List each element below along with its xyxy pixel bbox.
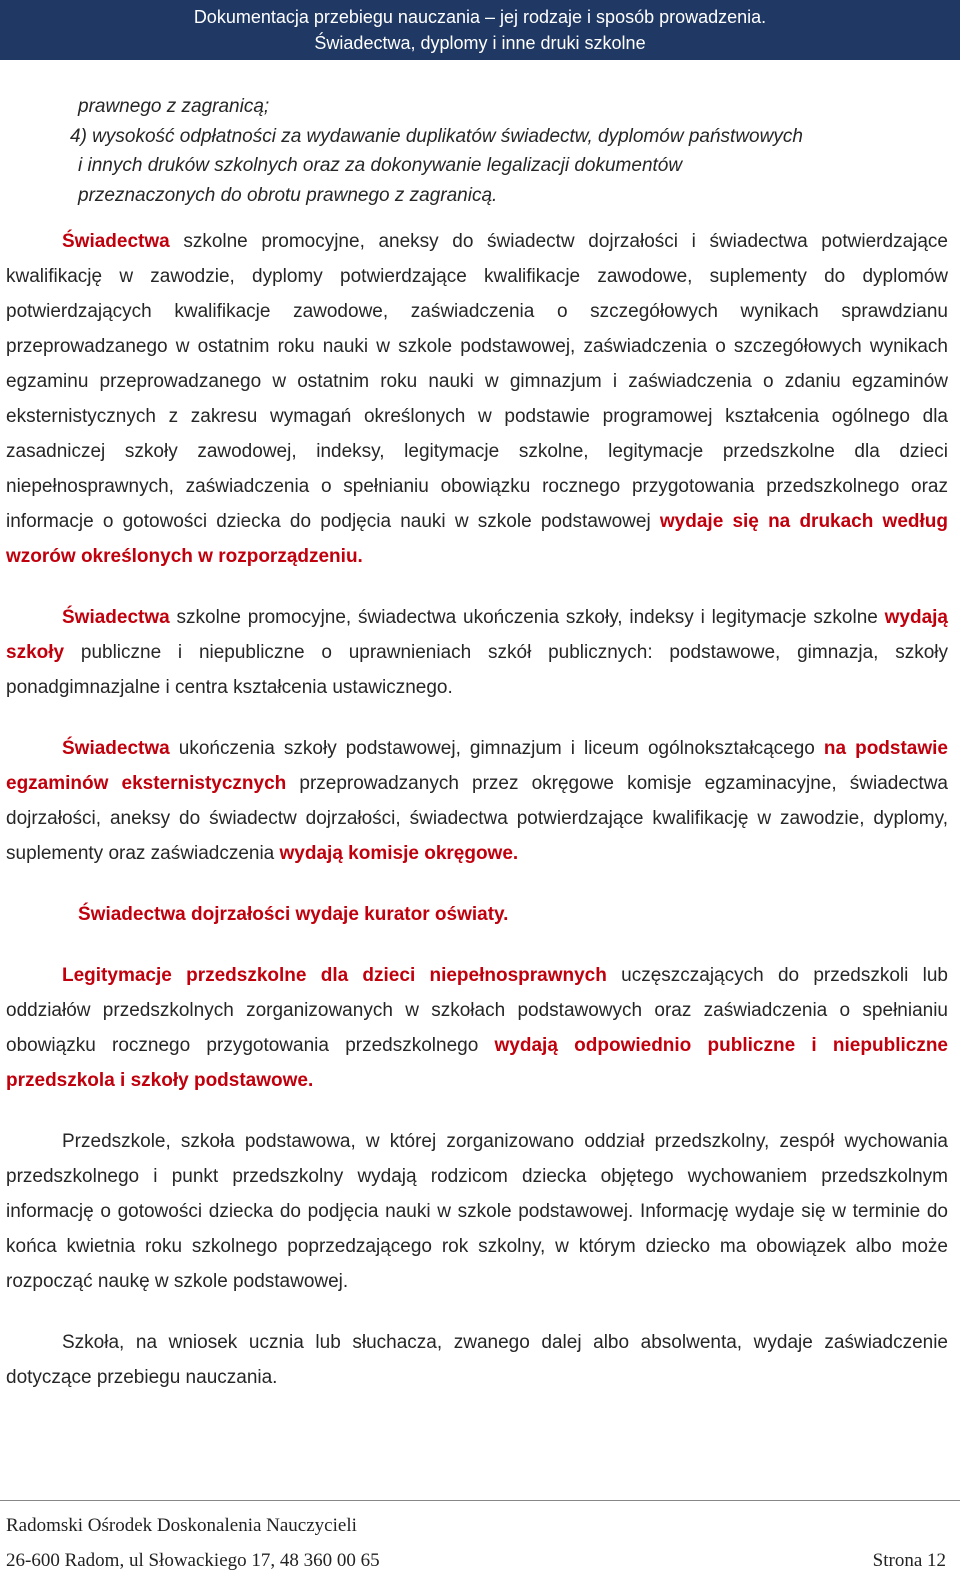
paragraph-progress-certificate: Szkoła, na wniosek ucznia lub słuchacza, zwanego dalej albo absolwenta, wydaje zaświadczenie dotyczące przebiegu nauczania. <box>6 1332 948 1388</box>
paragraph-text: publiczne i niepubliczne o uprawnieniach szkół publicznych: podstawowe, gimnazja, szkoły ponadgimnazjalne i centra kształcenia ustawicznego. <box>6 642 948 698</box>
footer-institution: Radomski Ośrodek Doskonalenia Nauczycieli <box>6 1515 357 1536</box>
paragraph-schools-issue <box>6 600 948 705</box>
footer-address: 26-600 Radom, ul Słowackiego 17, 48 360 00 65 <box>6 1550 380 1571</box>
list-item-4: 4) wysokość odpłatności za wydawanie duplikatów świadectw, dyplomów państwowych <box>70 125 803 147</box>
paragraph-text: szkolne promocyjne, świadectwa ukończenia szkoły, indeksy i legitymacje szkolne <box>169 607 885 628</box>
emphasis-tail: wydają odpowiednio publiczne i niepubliczne przedszkola i szkoły podstawowe. <box>6 1035 948 1091</box>
emphasis-tail: wydają komisje okręgowe. <box>279 843 519 864</box>
paragraph-commissions-issue <box>6 731 948 871</box>
paragraph-text: uczęszczających do przedszkoli lub oddziałów przedszkolnych zorganizowanych w szkołach podstawowych oraz zaświadczenia o spełnianiu obowiązku rocznego przygotowania przedszkolnego <box>6 965 948 1056</box>
emphasis-lead: Legitymacje przedszkolne dla dzieci niepełnosprawnych <box>62 965 607 986</box>
paragraph-text: szkolne promocyjne, aneksy do świadectw dojrzałości i świadectwa potwierdzające kwalifikację w zawodzie, dyplomy potwierdzające kwalifikacje zawodowe, suplementy do dyplomów potwierdzających kwalifikacje zawodowe, zaświadczenia o szczegółowych wynikach sprawdzianu przeprowadzanego w ostatnim roku nauki w szkole podstawowej, zaświadczenia o szczegółowych wynikach egzaminu przeprowadzanego w ostatnim roku nauki w gimnazjum i zaświadczenia o zdaniu egzaminów eksternistycznych z zakresu wymagań określonych w podstawie programowej kształcenia ogólnego dla zasadniczej szkoły zawodowej, indeksy, legitymacje szkolne, legitymacje przedszkolne dla dzieci niepełnosprawnych, zaświadczenia o spełnianiu obowiązku rocznego przygotowania przedszkolnego oraz informacje o gotowości dziecka do podjęcia nauki w szkole podstawowej <box>6 231 948 532</box>
header-title-line: Dokumentacja przebiegu nauczania – jej rodzaje i sposób prowadzenia. <box>193 7 767 27</box>
emphasis-inline: wydają szkoły <box>6 607 948 663</box>
document-body <box>6 92 948 1421</box>
emphasis-lead: Świadectwa <box>62 231 170 252</box>
paragraph-text: ukończenia szkoły podstawowej, gimnazjum i liceum ogólnokształcącego <box>169 738 824 759</box>
regulation-list-fragment <box>6 92 948 210</box>
paragraph-certificates-on-forms <box>6 224 948 574</box>
header-subtitle-line: Świadectwa, dyplomy i inne druki szkolne <box>314 33 646 53</box>
emphasis-lead: Świadectwa <box>62 607 170 628</box>
page-footer <box>0 1500 960 1588</box>
emphasis-tail: wydaje się na drukach według wzorów określonych w rozporządzeniu. <box>6 511 948 567</box>
paragraph-curator-issues <box>6 897 948 932</box>
list-item-4-line-3: przeznaczonych do obrotu prawnego z zagranicą. <box>78 184 498 206</box>
list-item-4-line-2: i innych druków szkolnych oraz za dokonywanie legalizacji dokumentów <box>78 155 683 176</box>
page-number: Strona 12 <box>872 1550 946 1571</box>
paragraph-readiness-information: Przedszkole, szkoła podstawowa, w której zorganizowano oddział przedszkolny, zespół wychowania przedszkolnego i punkt przedszkolny wydają rodzicom dziecka objętego wychowaniem przedszkolnym informację o gotowości dziecka do podjęcia nauki w szkole podstawowej. Informację wydaje się w terminie do końca kwietnia roku szkolnego poprzedzającego rok szkolny, w którym dziecko ma obowiązek albo może rozpocząć naukę w szkole podstawowej. <box>6 1131 948 1292</box>
paragraph-preschool-ids <box>6 958 948 1098</box>
list-item-continuation: prawnego z zagranicą; <box>78 96 270 117</box>
page-header <box>0 0 960 60</box>
paragraph-text: przeprowadzanych przez okręgowe komisje egzaminacyjne, świadectwa dojrzałości, aneksy do świadectw dojrzałości, świadectwa potwierdzające kwalifikację w zawodzie, dyplomy, suplementy oraz zaświadczenia <box>6 773 948 864</box>
emphasis-lead: Świadectwa <box>62 738 170 759</box>
emphasis-full: Świadectwa dojrzałości wydaje kurator oświaty. <box>78 904 509 925</box>
emphasis-inline: na podstawie egzaminów eksternistycznych <box>6 738 948 794</box>
